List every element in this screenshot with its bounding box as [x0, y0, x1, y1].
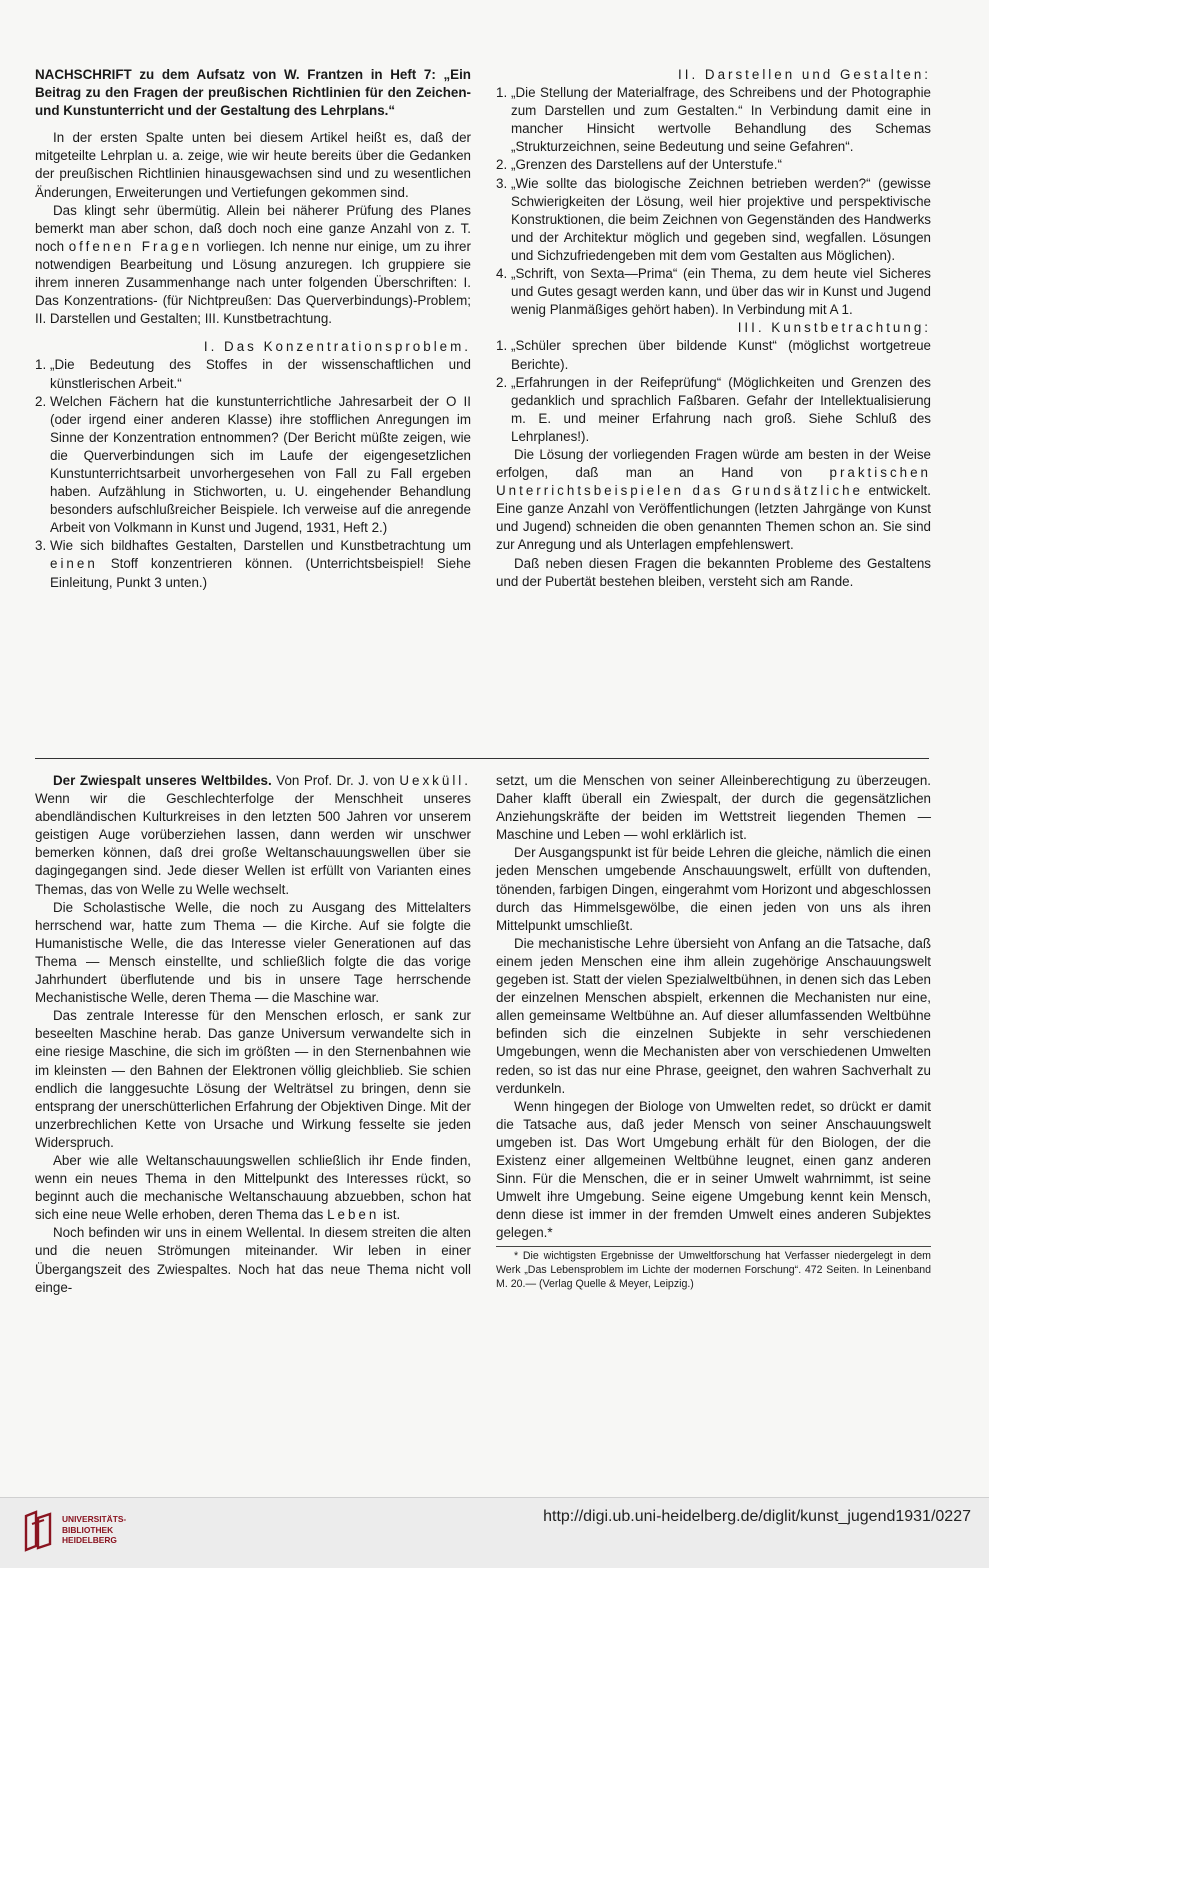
paragraph: In der ersten Spalte unten bei diesem Artikel heißt es, daß der mitgeteilte Lehrplan u. a. zeige, wie wir heute bereits über die Gedanken der preußischen Richtlinien hinausgewachsen sind und zu wesentlichen Änderungen, Erweiterungen und Vertiefungen gekommen sind. — [35, 130, 471, 200]
list-item: 1. „Schüler sprechen über bildende Kunst“ (möglichst wortgetreue Berichte). — [496, 338, 931, 372]
section-1-list — [35, 356, 471, 591]
list-item: 2. Welchen Fächern hat die kunstunterrichtliche Jahresarbeit der O II (oder irgend einer anderen Klasse) ihre stofflichen Anregungen im Sinne der Konzentration entnommen? (Der Bericht müßte zeigen, wie die Querverbindungen sich im Laufe der eigengesetzlichen Kunstunterrichtsarbeit unvorhergesehen von Fall zu Fall ergeben haben. Aufzählung in Stichworten, u. U. eingehender Behandlung besonders aufschlußreicher Beispiele. Ich verweise auf die anregende Arbeit von Volkmann in Kunst und Jugend, 1931, Heft 2.) — [35, 393, 471, 536]
list-item: 4. „Schrift, von Sexta—Prima“ (ein Thema, zu dem heute viel Sicheres und Gutes gesagt werden kann, und über das wir in Kunst und Jugend wenig Planmäßiges gehört haben). In Verbindung mit A 1. — [496, 266, 931, 318]
footnote: * Die wichtigsten Ergebnisse der Umweltforschung hat Verfasser niedergelegt in dem Werk „Das Lebensproblem im Lichte der modernen Forschung“. 472 Seiten. In Leinenband M. 20.— (Verlag Quelle & Meyer, Leipzig.) — [496, 1250, 931, 1291]
list-item: 2. „Erfahrungen in der Reifeprüfung“ (Möglichkeiten und Grenzen des gedanklich und sprachlich Faßbaren. Gefahr der Intellektualisierung m. E. und meiner Erfahrung nach groß. Siehe Schluß des Lehrplanes!). — [496, 374, 931, 444]
list-item: 3. „Wie sollte das biologische Zeichnen betrieben werden?“ (gewisse Schwierigkeiten der Lösung, weil hier projektive und perspektivische Konstruktionen, die beim Zeichnen von Gegenständen des Handwerks und der Architektur möglich und gegeben sind, wegfallen. Lösungen und Sichzufriedengeben mit dem vom Gestalten aus Möglichen). — [496, 175, 931, 263]
bottom-right-column — [496, 772, 931, 1292]
list-item: 1. „Die Bedeutung des Stoffes in der wissenschaftlichen und künstlerischen Arbeit.“ — [35, 357, 471, 391]
paragraph: Die Scholastische Welle, die noch zu Ausgang des Mittelalters herrschend war, hatte zum Thema — die Kirche. Auf sie folgte die Humanistische Welle, die das Interesse vieler Generationen auf das Thema — Mensch einstellte, und schließlich folgte die das vorige Jahrhundert überflutende und bis in unsere Tage herrschende Mechanistische Welle, deren Thema — die Maschine war. — [35, 899, 471, 1006]
footer-bar — [0, 1497, 989, 1568]
section-2-list — [496, 84, 931, 319]
nachschrift-heading: NACHSCHRIFT zu dem Aufsatz von W. Frantzen in Heft 7: „Ein Beitrag zu den Fragen der preußischen Richtlinien für den Zeichen- und Kunstunterricht und der Gestaltung des Lehrplans.“ — [35, 67, 471, 119]
paragraph: Aber wie alle Weltanschauungswellen schließlich ihr Ende finden, wenn ein neues Thema in den Mittelpunkt des Interesses rückt, so beginnt auch die mechanische Weltanschauung abzuebben, schon hat sich eine neue Welle erhoben, deren Thema das Leben ist. — [35, 1152, 471, 1223]
bottom-left-column — [35, 772, 471, 1297]
paragraph: Das zentrale Interesse für den Menschen erlosch, er sank zur beseelten Maschine herab. Das ganze Universum verwandelte sich in eine riesige Maschine, die sich im größten — in den Sternenbahnen wie im kleinsten — den Bahnen der Elektronen völlig gleichblieb. Sie schien endlich die langgesuchte Lösung der Welträtsel zu bringen, denn sie entsprang der unerschütterlichen Erfahrung der Objektiven Dinge. Mit der unzerbrechlichen Kette von Ursache und Wirkung fesselte sie jeden Widerspruch. — [35, 1008, 471, 1150]
paragraph: Das klingt sehr übermütig. Allein bei näherer Prüfung des Planes bemerkt man aber schon, daß doch noch eine ganze Anzahl von z. T. noch offenen Fragen vorliegen. Ich nenne nur einige, um zu ihrer notwendigen Bearbeitung und Lösung anzuregen. Ich gruppiere sie ihrem inneren Zusammenhange nach unter folgenden Überschriften: I. Das Konzentrations- (für Nichtpreußen: Das Querverbindungs)-Problem; II. Darstellen und Gestalten; III. Kunstbetrachtung. — [35, 202, 471, 327]
section-heading-1: I. Das Konzentrationsproblem. — [203, 339, 471, 355]
section-3-list — [496, 337, 931, 446]
list-item: 2. „Grenzen des Darstellens auf der Unterstufe.“ — [496, 157, 782, 173]
article-author: Uexküll. — [399, 773, 471, 788]
list-item: 3. Wie sich bildhaftes Gestalten, Darstellen und Kunstbetrachtung um einen Stoff konzentrieren können. (Unterrichtsbeispiel! Siehe Einleitung, Punkt 3 unten.) — [35, 538, 471, 590]
paragraph: Die Lösung der vorliegenden Fragen würde am besten in der Weise erfolgen, daß man an Hand von praktischen Unterrichtsbeispielen das Grundsätzliche entwickelt. Eine ganze Anzahl von Veröffentlichungen (letzten Jahrgänge von Kunst und Jugend) schneiden die oben genannten Themen schon an. Sie sind zur Anregung und als Unterlagen empfehlenswert. — [496, 446, 931, 553]
paragraph: Noch befinden wir uns in einem Wellental. In diesem streiten die alten und die neuen Strömungen miteinander. Wir leben in einer Übergangszeit des Zwiespaltes. Noch hat das neue Thema nicht voll einge- — [35, 1225, 471, 1295]
footnote-rule — [496, 1246, 931, 1247]
article-title: Der Zwiespalt unseres Weltbildes. — [53, 773, 272, 788]
paragraph: Der Ausgangspunkt ist für beide Lehren die gleiche, nämlich die einen jeden Menschen umgebende Anschauungswelt, erfüllt von duftenden, tönenden, farbigen Dingen, eingerahmt vom Horizont und abgeschlossen durch das Himmelsgewölbe, die einen jeden von uns als ihren Mittelpunkt umschließt. — [496, 845, 931, 933]
top-right-column — [496, 66, 931, 591]
paragraph: Die mechanistische Lehre übersieht von Anfang an die Tatsache, daß einem jeden Menschen eine ihm allein zugehörige Anschauungswelt gegeben ist. Statt der vielen Spezialweltbühnen, in denen sich das Leben der einzelnen Menschen abspielt, erkennen die Mechanisten nur eine, allen gemeinsame Weltbühne an. Auf dieser allumfassenden Weltbühne befinden sich die einzelnen Subjekte in sehr verschiedenen Umgebungen, wenn die Mechanisten aber von verschiedenen Umwelten reden, so ist das nur eine Phrase, geeignet, den wahren Sachverhalt zu verdunkeln. — [496, 935, 931, 1096]
paragraph: Wenn hingegen der Biologe von Umwelten redet, so drückt er damit die Tatsache aus, daß jeder Mensch von seiner Anschauungswelt umgeben ist. Das Wort Umgebung erhält für den Biologen, der die Existenz einer allgemeinen Weltbühne leugnet, einen ganz anderen Sinn. Für die Menschen, die er in seiner Umwelt wahrnimmt, ist seine Umwelt ihre Umgebung. Seine eigene Umgebung kennt kein Mensch, denn diese ist immer in der fremden Umwelt eines anderen Subjektes gelegen.* — [496, 1098, 931, 1241]
paragraph: Daß neben diesen Fragen die bekannten Probleme des Gestaltens und der Pubertät bestehen bleiben, versteht sich am Rande. — [496, 555, 931, 589]
source-url-link[interactable]: http://digi.ub.uni-heidelberg.de/diglit/kunst_jugend1931/0227 — [543, 1508, 971, 1525]
paragraph: setzt, um die Menschen von seiner Alleinberechtigung zu überzeugen. Daher klafft überall ein Zwiespalt, der durch die gegensätzlichen Anziehungskräfte der beiden im Wettstreit liegenden Themen — Maschine und Leben — wohl erklärlich ist. — [496, 773, 931, 843]
section-divider — [35, 758, 929, 759]
list-item: 1. „Die Stellung der Materialfrage, des Schreibens und der Photographie zum Darstellen und zum Gestalten.“ In Verbindung damit eine in mancher Hinsicht wertvolle Behandlung des Schemas „Strukturzeichnen, seine Bedeutung und seine Gefahren“. — [496, 85, 931, 155]
section-heading-3: III. Kunstbetrachtung: — [737, 320, 931, 336]
library-name: UNIVERSITÄTS- BIBLIOTHEK HEIDELBERG — [62, 1514, 127, 1545]
section-heading-2: II. Darstellen und Gestalten: — [678, 67, 931, 82]
university-library-logo-icon — [22, 1510, 56, 1554]
paragraph: Der Zwiespalt unseres Weltbildes. Von Prof. Dr. J. von Uexküll. Wenn wir die Geschlechterfolge der Menschheit unseres abendländischen Kulturkreises in den letzten 500 Jahren vor unserem geistigen Auge vorüberziehen lassen, dann werden wir unschwer bemerken können, daß drei große Weltanschauungswellen über sie dagingegangen sind. Jede dieser Wellen ist erfüllt von Varianten eines Themas, das von Welle zu Welle wechselt. — [35, 773, 471, 897]
top-left-column — [35, 66, 471, 592]
